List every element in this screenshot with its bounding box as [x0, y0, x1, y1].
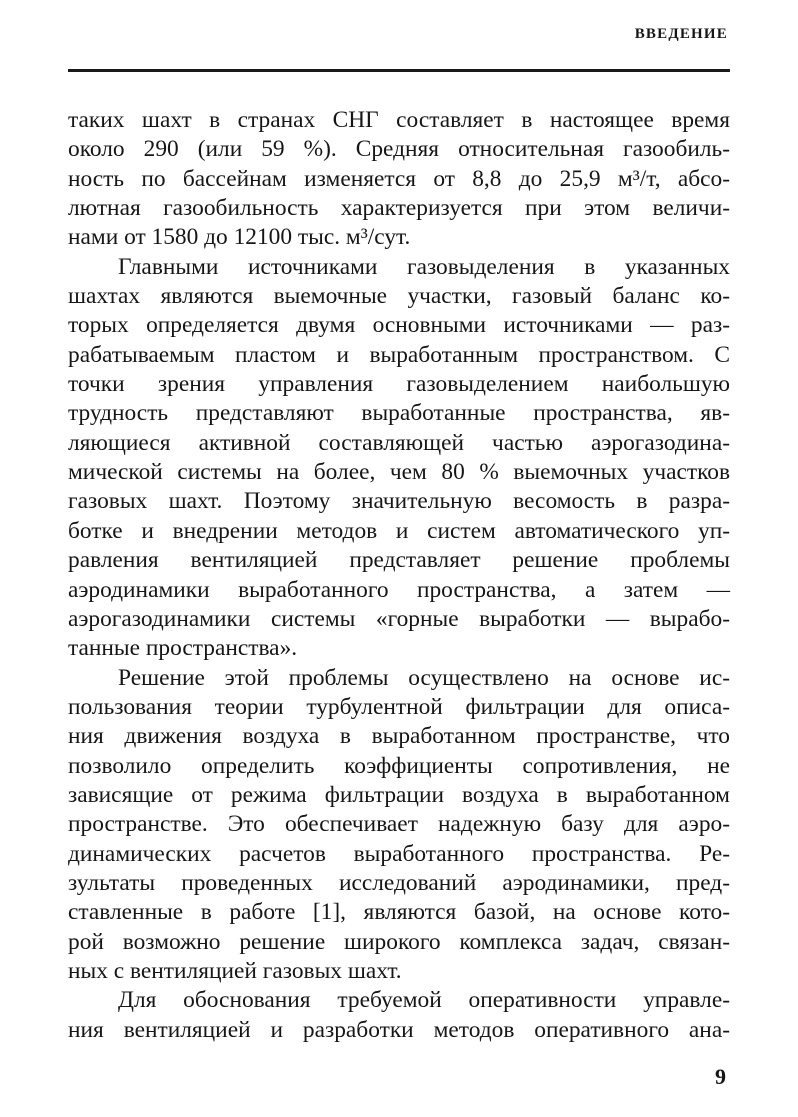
text-line: зультаты проведенных исследований аэродинамики, пред-	[68, 869, 730, 896]
text-line: Для обоснования требуемой оперативности управле-	[118, 987, 730, 1014]
text-line: трудность представляют выработанные пространства, яв-	[68, 400, 730, 427]
body-text	[68, 106, 730, 1045]
text-line: ставленные в работе [1], являются базой, на основе кото-	[68, 899, 730, 926]
text-line: аэродинамики выработанного пространства, а затем —	[68, 576, 730, 603]
text-line: позволило определить коэффициенты сопротивления, не	[68, 752, 730, 779]
text-line: шахтах являются выемочные участки, газовый баланс ко-	[68, 283, 730, 310]
paragraph-1	[68, 106, 730, 253]
text-line: пространстве. Это обеспечивает надежную базу для аэро-	[68, 811, 730, 838]
text-line: газовых шахт. Поэтому значительную весомость в разра-	[68, 488, 730, 515]
text-line: лютная газообильность характеризуется при этом величи-	[68, 195, 730, 222]
text-line: ность по бассейнам изменяется от 8,8 до 25,9 м³/т, абсо-	[68, 165, 730, 192]
paragraph-3	[68, 664, 730, 987]
text-line: рабатываемым пластом и выработанным пространством. С	[68, 341, 730, 368]
text-line: равления вентиляцией представляет решение проблемы	[68, 547, 730, 574]
text-line: нами от 1580 до 12100 тыс. м³/сут.	[68, 224, 411, 251]
text-line: ботке и внедрении методов и систем автоматического уп-	[68, 517, 730, 544]
page-number: 9	[715, 1064, 726, 1089]
text-line: рой возможно решение широкого комплекса задач, связан-	[68, 928, 730, 955]
text-line: динамических расчетов выработанного пространства. Ре-	[68, 840, 730, 867]
text-line: танные пространства».	[68, 635, 298, 662]
text-line: ния вентиляцией и разработки методов оперативного ана-	[68, 1016, 730, 1043]
text-line: точки зрения управления газовыделением наибольшую	[68, 371, 730, 398]
paragraph-2	[68, 253, 730, 664]
text-line: мической системы на более, чем 80 % выемочных участков	[68, 459, 730, 486]
text-line: торых определяется двумя основными источниками — раз-	[68, 312, 730, 339]
text-line: аэрогазодинамики системы «горные выработки — вырабо-	[68, 605, 730, 632]
header-rule	[68, 69, 730, 72]
text-line: Главными источниками газовыделения в указанных	[118, 253, 730, 280]
text-line: около 290 (или 59 %). Средняя относительная газообиль-	[68, 136, 730, 163]
text-line: пользования теории турбулентной фильтрации для описа-	[68, 693, 730, 720]
text-line: зависящие от режима фильтрации воздуха в выработанном	[68, 781, 730, 808]
paragraph-4	[68, 986, 730, 1045]
text-line: ляющиеся активной составляющей частью аэрогазодина-	[68, 429, 730, 456]
running-head: ВВЕДЕНИЕ	[634, 26, 728, 42]
text-line: таких шахт в странах СНГ составляет в настоящее время	[68, 107, 730, 133]
text-line: ных с вентиляцией газовых шахт.	[68, 957, 402, 984]
text-line: ния движения воздуха в выработанном пространстве, что	[68, 723, 730, 750]
text-line: Решение этой проблемы осуществлено на основе ис-	[118, 664, 730, 691]
